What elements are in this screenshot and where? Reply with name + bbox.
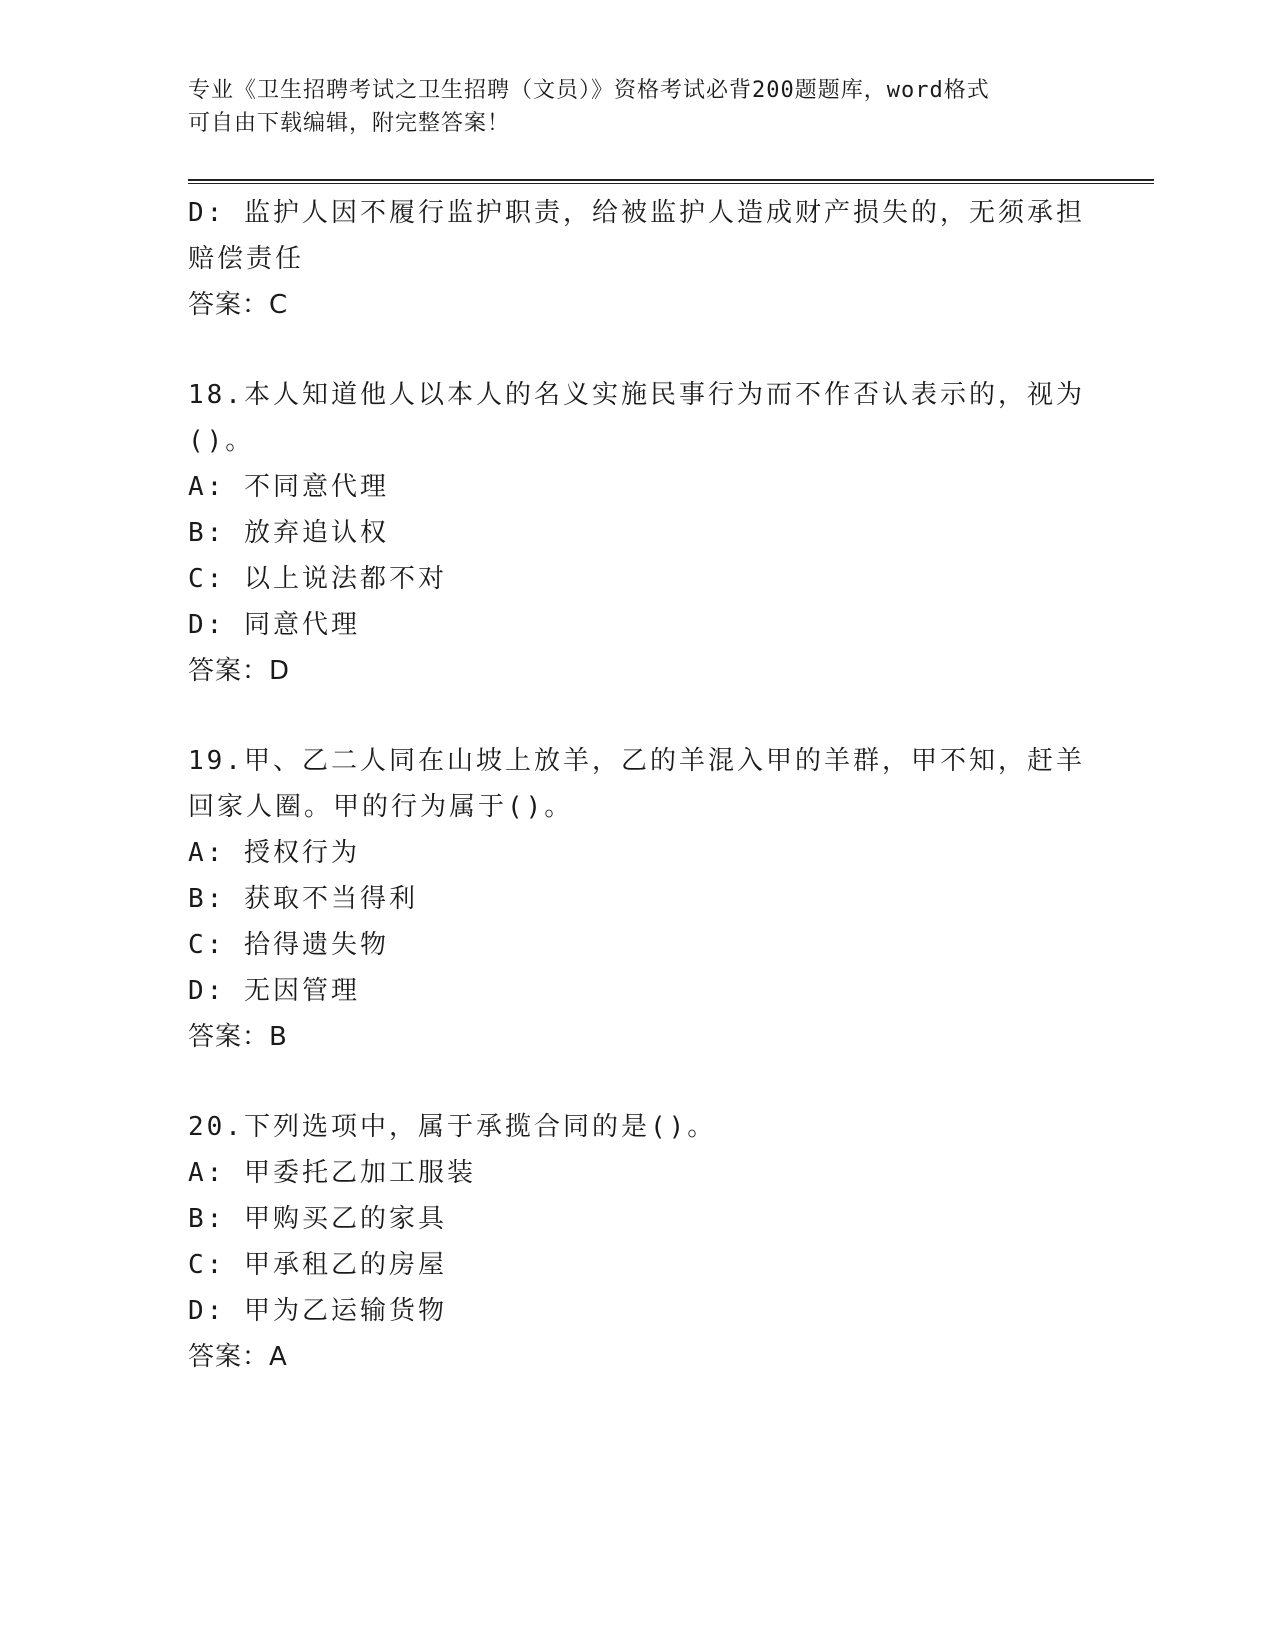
option-c: C: 拾得遗失物 (188, 930, 389, 960)
option-d-continued: 赔偿责任 (188, 244, 305, 274)
document-body (188, 190, 1088, 1380)
option-d: D: 无因管理 (188, 976, 360, 1006)
spacer (188, 1060, 1088, 1104)
header-divider (188, 179, 1154, 184)
option-d: D: 甲为乙运输货物 (188, 1296, 447, 1326)
option-a: A: 授权行为 (188, 838, 360, 868)
option-d: D: 同意代理 (188, 610, 360, 640)
question-17-tail (188, 190, 1088, 328)
option-c: C: 以上说法都不对 (188, 564, 447, 594)
question-19 (188, 738, 1088, 1060)
option-a: A: 不同意代理 (188, 472, 389, 502)
spacer (188, 328, 1088, 372)
spacer (188, 694, 1088, 738)
page-header (188, 74, 1088, 140)
question-stem: 18.本人知道他人以本人的名义实施民事行为而不作否认表示的，视为 (188, 380, 1085, 410)
option-b: B: 获取不当得利 (188, 884, 418, 914)
option-b: B: 放弃追认权 (188, 518, 389, 548)
answer-line: 答案：B (188, 1022, 288, 1052)
option-d: D: 监护人因不履行监护职责，给被监护人造成财产损失的，无须承担 (188, 198, 1085, 228)
header-line-1: 专业《卫生招聘考试之卫生招聘（文员）》资格考试必背200题题库，word格式 (188, 78, 990, 103)
question-20 (188, 1104, 1088, 1380)
question-stem-continued: ()。 (188, 426, 255, 456)
answer-line: 答案：D (188, 656, 291, 686)
header-line-2: 可自由下载编辑，附完整答案！ (188, 111, 511, 136)
answer-line: 答案：A (188, 1342, 288, 1372)
option-a: A: 甲委托乙加工服装 (188, 1158, 476, 1188)
answer-line: 答案：C (188, 290, 289, 320)
option-c: C: 甲承租乙的房屋 (188, 1250, 447, 1280)
option-b: B: 甲购买乙的家具 (188, 1204, 447, 1234)
question-stem-continued: 回家人圈。甲的行为属于()。 (188, 792, 574, 822)
question-stem: 20.下列选项中，属于承揽合同的是()。 (188, 1112, 717, 1142)
question-18 (188, 372, 1088, 694)
question-stem: 19.甲、乙二人同在山坡上放羊，乙的羊混入甲的羊群，甲不知，赶羊 (188, 746, 1085, 776)
